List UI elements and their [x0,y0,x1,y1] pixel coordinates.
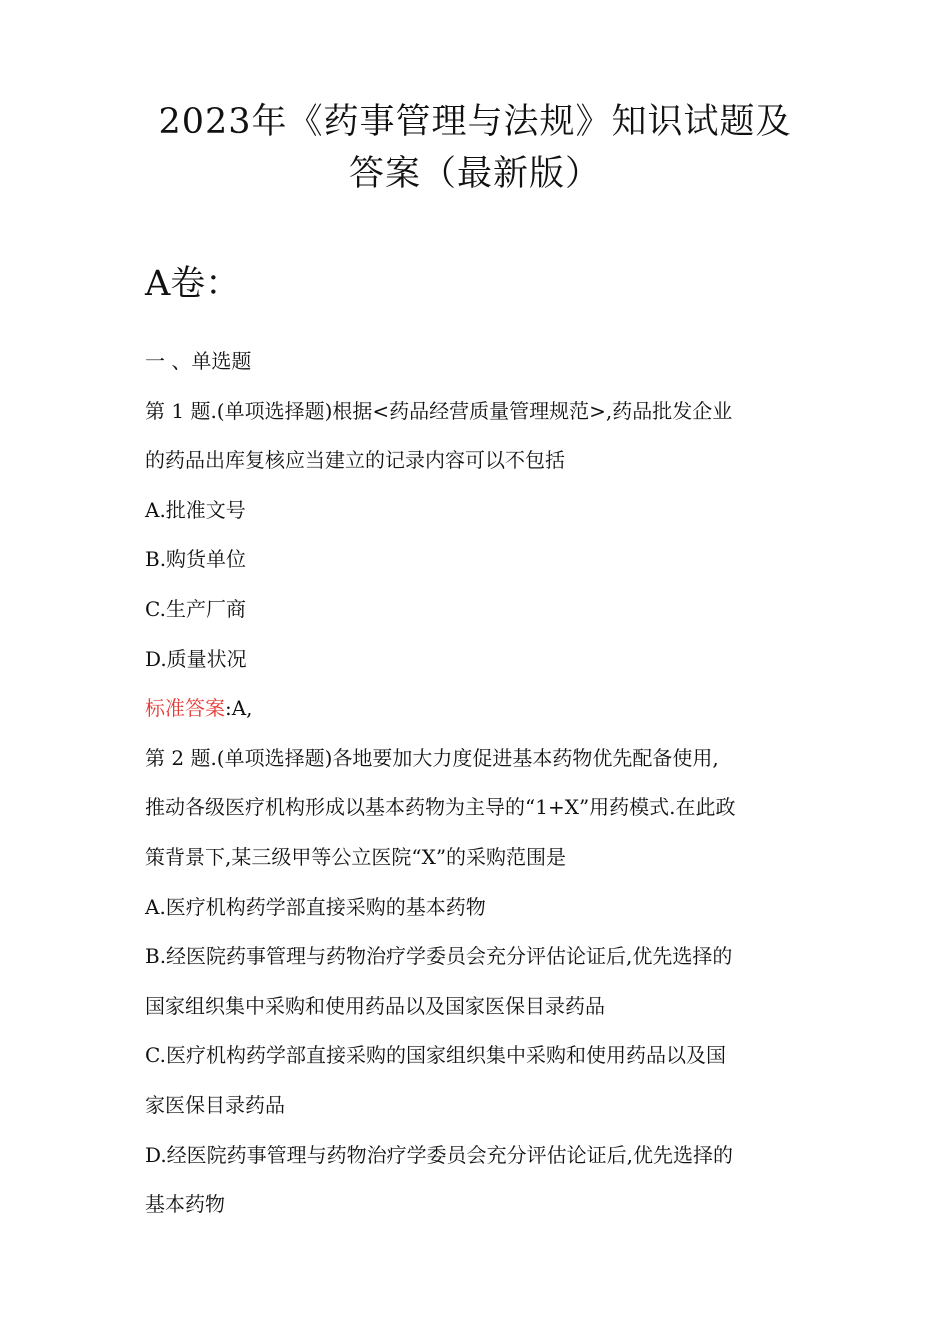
question-2-option-c: C.医疗机构药学部直接采购的国家组织集中采购和使用药品以及国 [145,1043,726,1068]
question-2-stem-line: 推动各级医疗机构形成以基本药物为主导的“1+X”用药模式.在此政 [145,795,736,820]
question-2 [145,734,815,1230]
question-2-option-a: A.医疗机构药学部直接采购的基本药物 [145,894,486,919]
exam-content [145,337,815,1230]
question-1-answer [145,684,815,734]
question-1-option-d: D.质量状况 [145,646,247,671]
question-2-stem-line: 策背景下,某三级甲等公立医院“X”的采购范围是 [145,844,567,869]
question-2-option-b: B.经医院药事管理与药物治疗学委员会充分评估论证后,优先选择的 [145,944,733,969]
question-1-option-b: B.购货单位 [145,547,247,572]
title-line-1: 2023年《药事管理与法规》知识试题及 [158,102,792,142]
question-2-stem-line: 第 2 题.(单项选择题)各地要加大力度促进基本药物优先配备使用, [145,745,719,770]
question-1-option-c: C.生产厂商 [145,596,246,621]
title-line-2: 答案（最新版） [348,154,601,194]
document-title [120,96,830,200]
answer-value: :A, [225,696,253,721]
question-1-option-a: A.批准文号 [145,497,246,522]
question-2-option-c-continued: 家医保目录药品 [145,1092,285,1117]
question-1-stem-line: 第 1 题.(单项选择题)根据<药品经营质量管理规范>,药品批发企业 [145,398,733,423]
question-1-stem-line: 的药品出库复核应当建立的记录内容可以不包括 [145,448,565,473]
question-2-option-d-continued: 基本药物 [145,1192,225,1217]
question-2-option-b-continued: 国家组织集中采购和使用药品以及国家医保目录药品 [145,993,605,1018]
answer-label: 标准答案 [145,696,225,721]
section-title: A卷： [145,264,241,304]
question-2-option-d: D.经医院药事管理与药物治疗学委员会充分评估论证后,优先选择的 [145,1142,734,1167]
part-heading: 一 、单选题 [145,349,252,373]
question-1 [145,387,815,734]
